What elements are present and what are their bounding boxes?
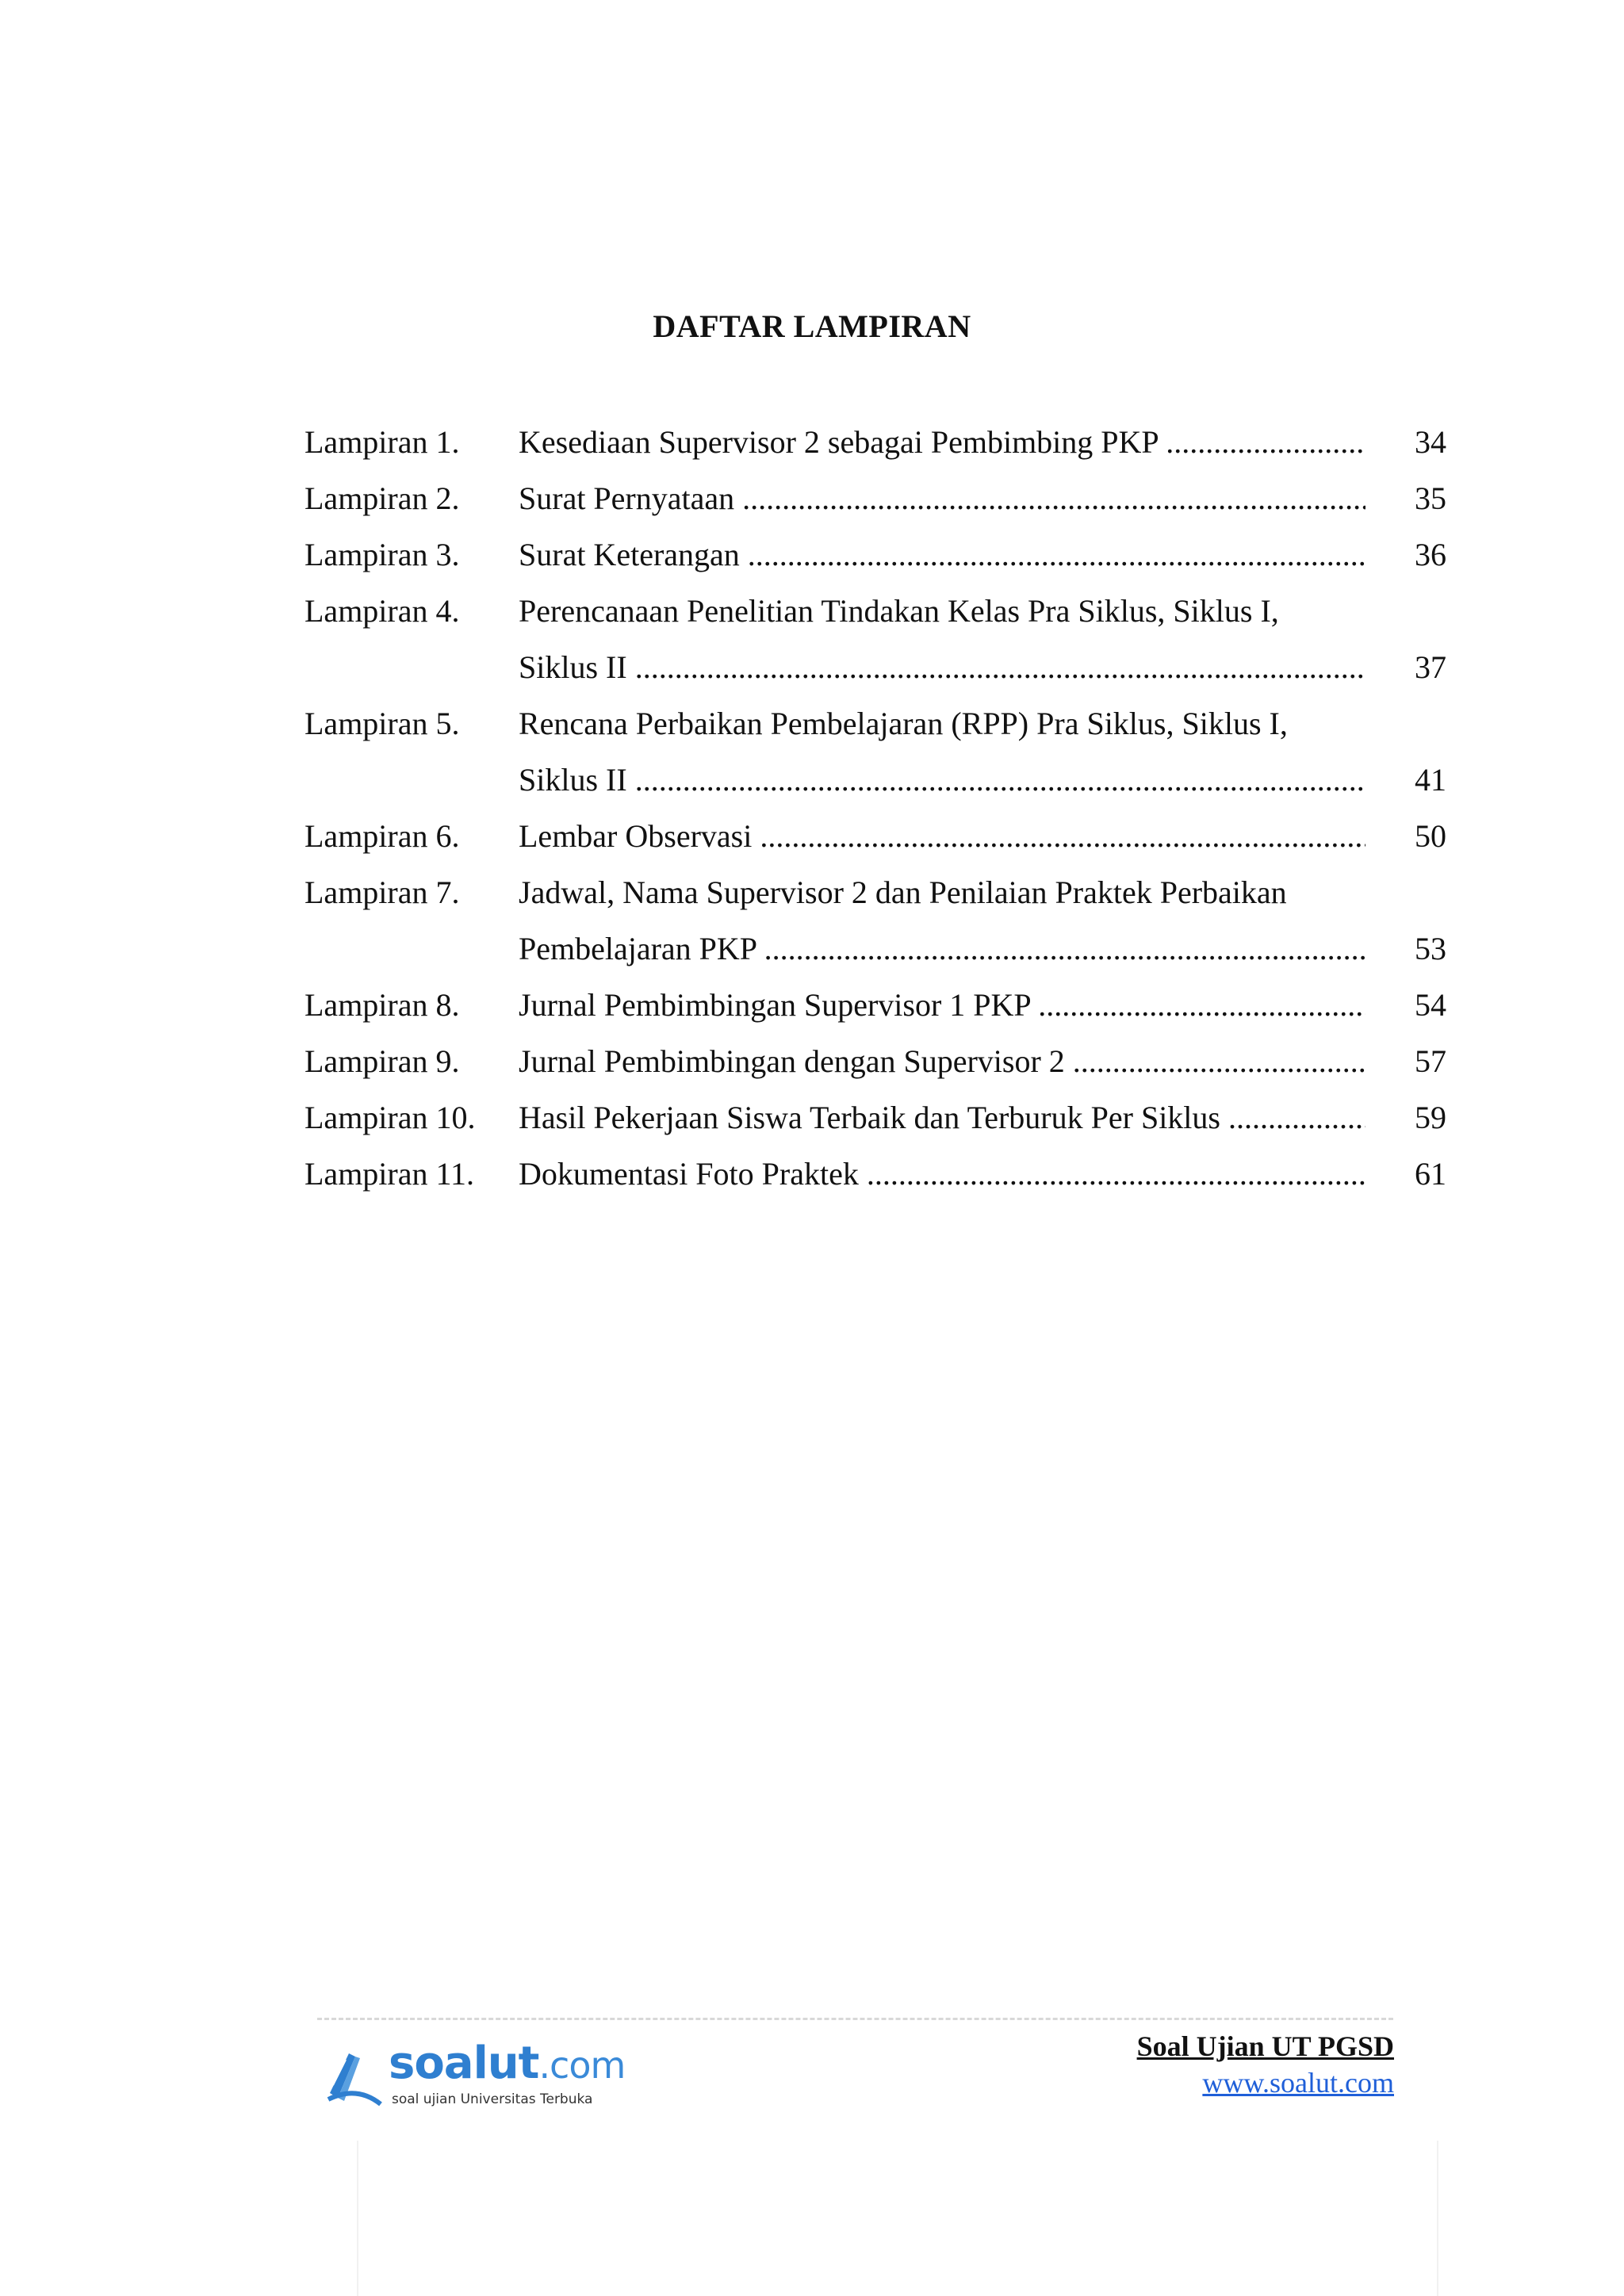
dot-leader — [1065, 1043, 1365, 1079]
appendix-entry-line[interactable] — [304, 533, 1446, 589]
appendix-title: Surat Keterangan ..... — [519, 533, 1365, 577]
appendix-page-number: 41 — [1415, 762, 1446, 798]
appendix-list — [304, 420, 1446, 1208]
dot-leader — [756, 931, 1365, 966]
appendix-entry-line[interactable] — [304, 1152, 1446, 1208]
appendix-title: Siklus II ..... — [519, 758, 1365, 802]
page-title: DAFTAR LAMPIRAN — [653, 308, 971, 344]
appendix-title: Perencanaan Penelitian Tindakan Kelas Pra Siklus, Siklus I, — [519, 593, 1279, 629]
dot-leader — [1220, 1100, 1365, 1135]
dot-leader — [752, 818, 1365, 854]
appendix-entry-line[interactable] — [304, 814, 1446, 871]
appendix-label: Lampiran 6. — [304, 818, 460, 854]
appendix-title: Jadwal, Nama Supervisor 2 dan Penilaian Praktek Perbaikan — [519, 874, 1287, 910]
appendix-title: Pembelajaran PKP ..... — [519, 927, 1365, 971]
logo-tagline: soal ujian Universitas Terbuka — [392, 2091, 593, 2107]
logo-wordmark: soalut.com — [389, 2038, 626, 2089]
appendix-title: Jurnal Pembimbingan dengan Supervisor 2 ..... — [519, 1039, 1365, 1084]
appendix-entry-line[interactable] — [304, 758, 1446, 814]
appendix-page-number: 35 — [1415, 480, 1446, 516]
footer-url-link[interactable]: www.soalut.com — [1202, 2067, 1394, 2099]
appendix-title: Hasil Pekerjaan Siswa Terbaik dan Terburuk Per Siklus ..... — [519, 1096, 1365, 1140]
appendix-entry-line[interactable] — [304, 420, 1446, 476]
appendix-label: Lampiran 1. — [304, 424, 460, 460]
dot-leader — [740, 537, 1365, 572]
appendix-entry-line[interactable] — [304, 589, 1446, 645]
appendix-page-number: 50 — [1415, 818, 1446, 854]
appendix-label: Lampiran 4. — [304, 593, 460, 629]
dot-leader — [859, 1156, 1365, 1192]
appendix-title: Lembar Observasi ..... — [519, 814, 1365, 859]
appendix-entry-line[interactable] — [304, 1096, 1446, 1152]
appendix-label: Lampiran 7. — [304, 874, 460, 910]
appendix-page-number: 61 — [1415, 1156, 1446, 1192]
appendix-entry-line[interactable] — [304, 983, 1446, 1039]
appendix-page-number: 53 — [1415, 931, 1446, 966]
dot-leader — [734, 480, 1365, 516]
appendix-label: Lampiran 11. — [304, 1156, 475, 1192]
appendix-label: Lampiran 8. — [304, 987, 460, 1023]
dot-leader — [627, 762, 1365, 798]
appendix-entry-line[interactable] — [304, 645, 1446, 702]
appendix-title: Dokumentasi Foto Praktek ..... — [519, 1152, 1365, 1196]
page-edge-shading — [357, 2141, 1438, 2296]
footer-subtitle[interactable]: Soal Ujian UT PGSD — [1136, 2030, 1394, 2062]
appendix-entry-line[interactable] — [304, 927, 1446, 983]
appendix-label: Lampiran 9. — [304, 1043, 460, 1079]
appendix-title: Jurnal Pembimbingan Supervisor 1 PKP ..... — [519, 983, 1365, 1027]
appendix-label: Lampiran 2. — [304, 480, 460, 516]
footer-divider — [317, 2018, 1393, 2020]
appendix-page-number: 57 — [1415, 1043, 1446, 1079]
appendix-page-number: 34 — [1415, 424, 1446, 460]
appendix-entry-line[interactable] — [304, 1039, 1446, 1096]
open-book-icon — [325, 2038, 389, 2109]
appendix-page-number: 59 — [1415, 1100, 1446, 1135]
dot-leader — [627, 649, 1365, 685]
appendix-label: Lampiran 10. — [304, 1100, 476, 1135]
appendix-page-number: 36 — [1415, 537, 1446, 572]
appendix-label: Lampiran 3. — [304, 537, 460, 572]
appendix-page-number: 54 — [1415, 987, 1446, 1023]
dot-leader — [1030, 987, 1365, 1023]
appendix-title: Surat Pernyataan ..... — [519, 476, 1365, 521]
appendix-entry-line[interactable] — [304, 702, 1446, 758]
dot-leader — [1158, 424, 1365, 460]
appendix-label: Lampiran 5. — [304, 706, 460, 741]
appendix-title: Kesediaan Supervisor 2 sebagai Pembimbing PKP ..... — [519, 420, 1365, 465]
appendix-page-number: 37 — [1415, 649, 1446, 685]
soalut-logo[interactable] — [325, 2038, 626, 2117]
appendix-entry-line[interactable] — [304, 871, 1446, 927]
footer-info — [1137, 2028, 1394, 2101]
appendix-title: Siklus II ..... — [519, 645, 1365, 690]
appendix-title: Rencana Perbaikan Pembelajaran (RPP) Pra Siklus, Siklus I, — [519, 706, 1288, 741]
appendix-entry-line[interactable] — [304, 476, 1446, 533]
